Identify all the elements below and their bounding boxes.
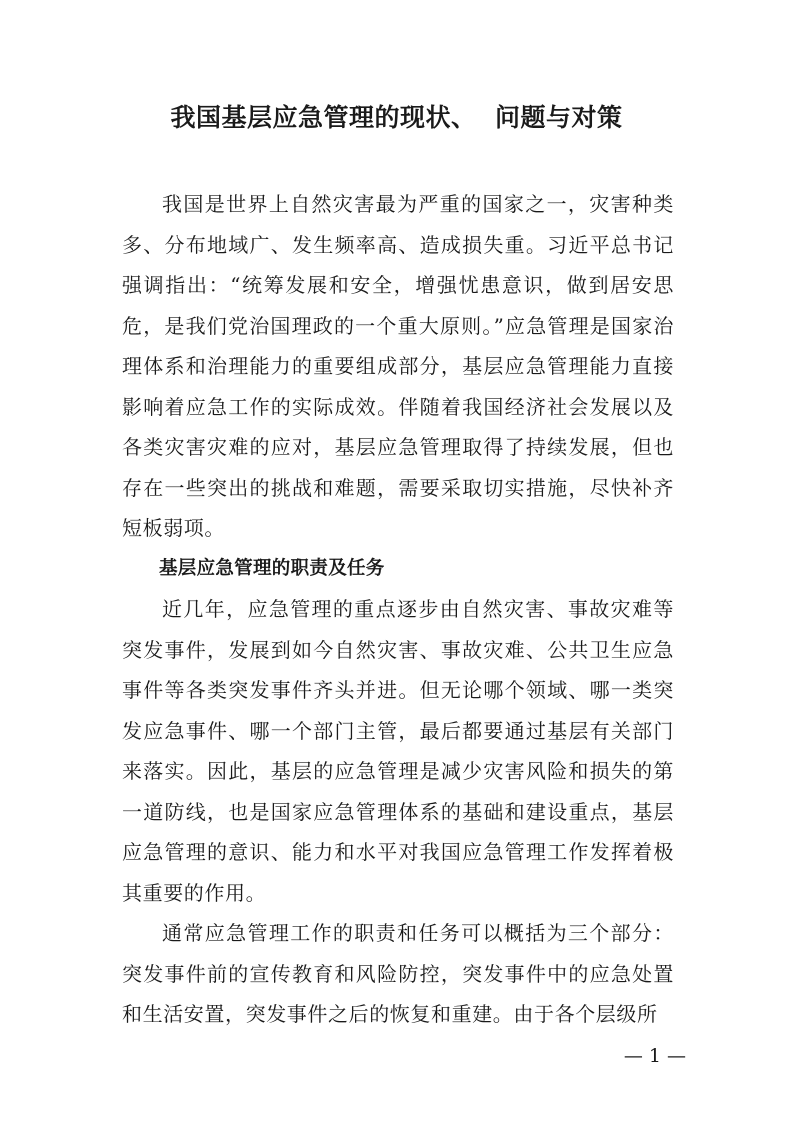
document-body (122, 184, 674, 1035)
section-paragraph-2: 通常应急管理工作的职责和任务可以概括为三个部分：突发事件前的宣传教育和风险防控，突发事件中的应急处置和生活安置，突发事件之后的恢复和重建。由于各个层级所 (122, 921, 674, 1026)
intro-paragraph: 我国是世界上自然灾害最为严重的国家之一，灾害种类多、分布地域广、发生频率高、造成损失重。习近平总书记强调指出：“统筹发展和安全，增强忧患意识，做到居安思危，是我们党治国理政的一个重大原则。”应急管理是国家治理体系和治理能力的重要组成部分，基层应急管理能力直接影响着应急工作的实际成效。伴随着我国经济社会发展以及各类灾害灾难的应对，基层应急管理取得了持续发展，但也存在一些突出的挑战和难题，需要采取切实措施，尽快补齐短板弱项。 (122, 192, 674, 540)
page-number: — 1 — (623, 1045, 686, 1067)
section-heading: 基层应急管理的职责及任务 (159, 557, 385, 579)
document-title: 我国基层应急管理的现状、 问题与对策 (170, 103, 623, 132)
section-paragraph-1: 近几年，应急管理的重点逐步由自然灾害、事故灾难等突发事件，发展到如今自然灾害、事故灾难、公共卫生应急事件等各类突发事件齐头并进。但无论哪个领域、哪一类突发应急事件、哪一个部门主管，最后都要通过基层有关部门来落实。因此，基层的应急管理是减少灾害风险和损失的第一道防线，也是国家应急管理体系的基础和建设重点，基层应急管理的意识、能力和水平对我国应急管理工作发挥着极其重要的作用。 (122, 597, 674, 905)
